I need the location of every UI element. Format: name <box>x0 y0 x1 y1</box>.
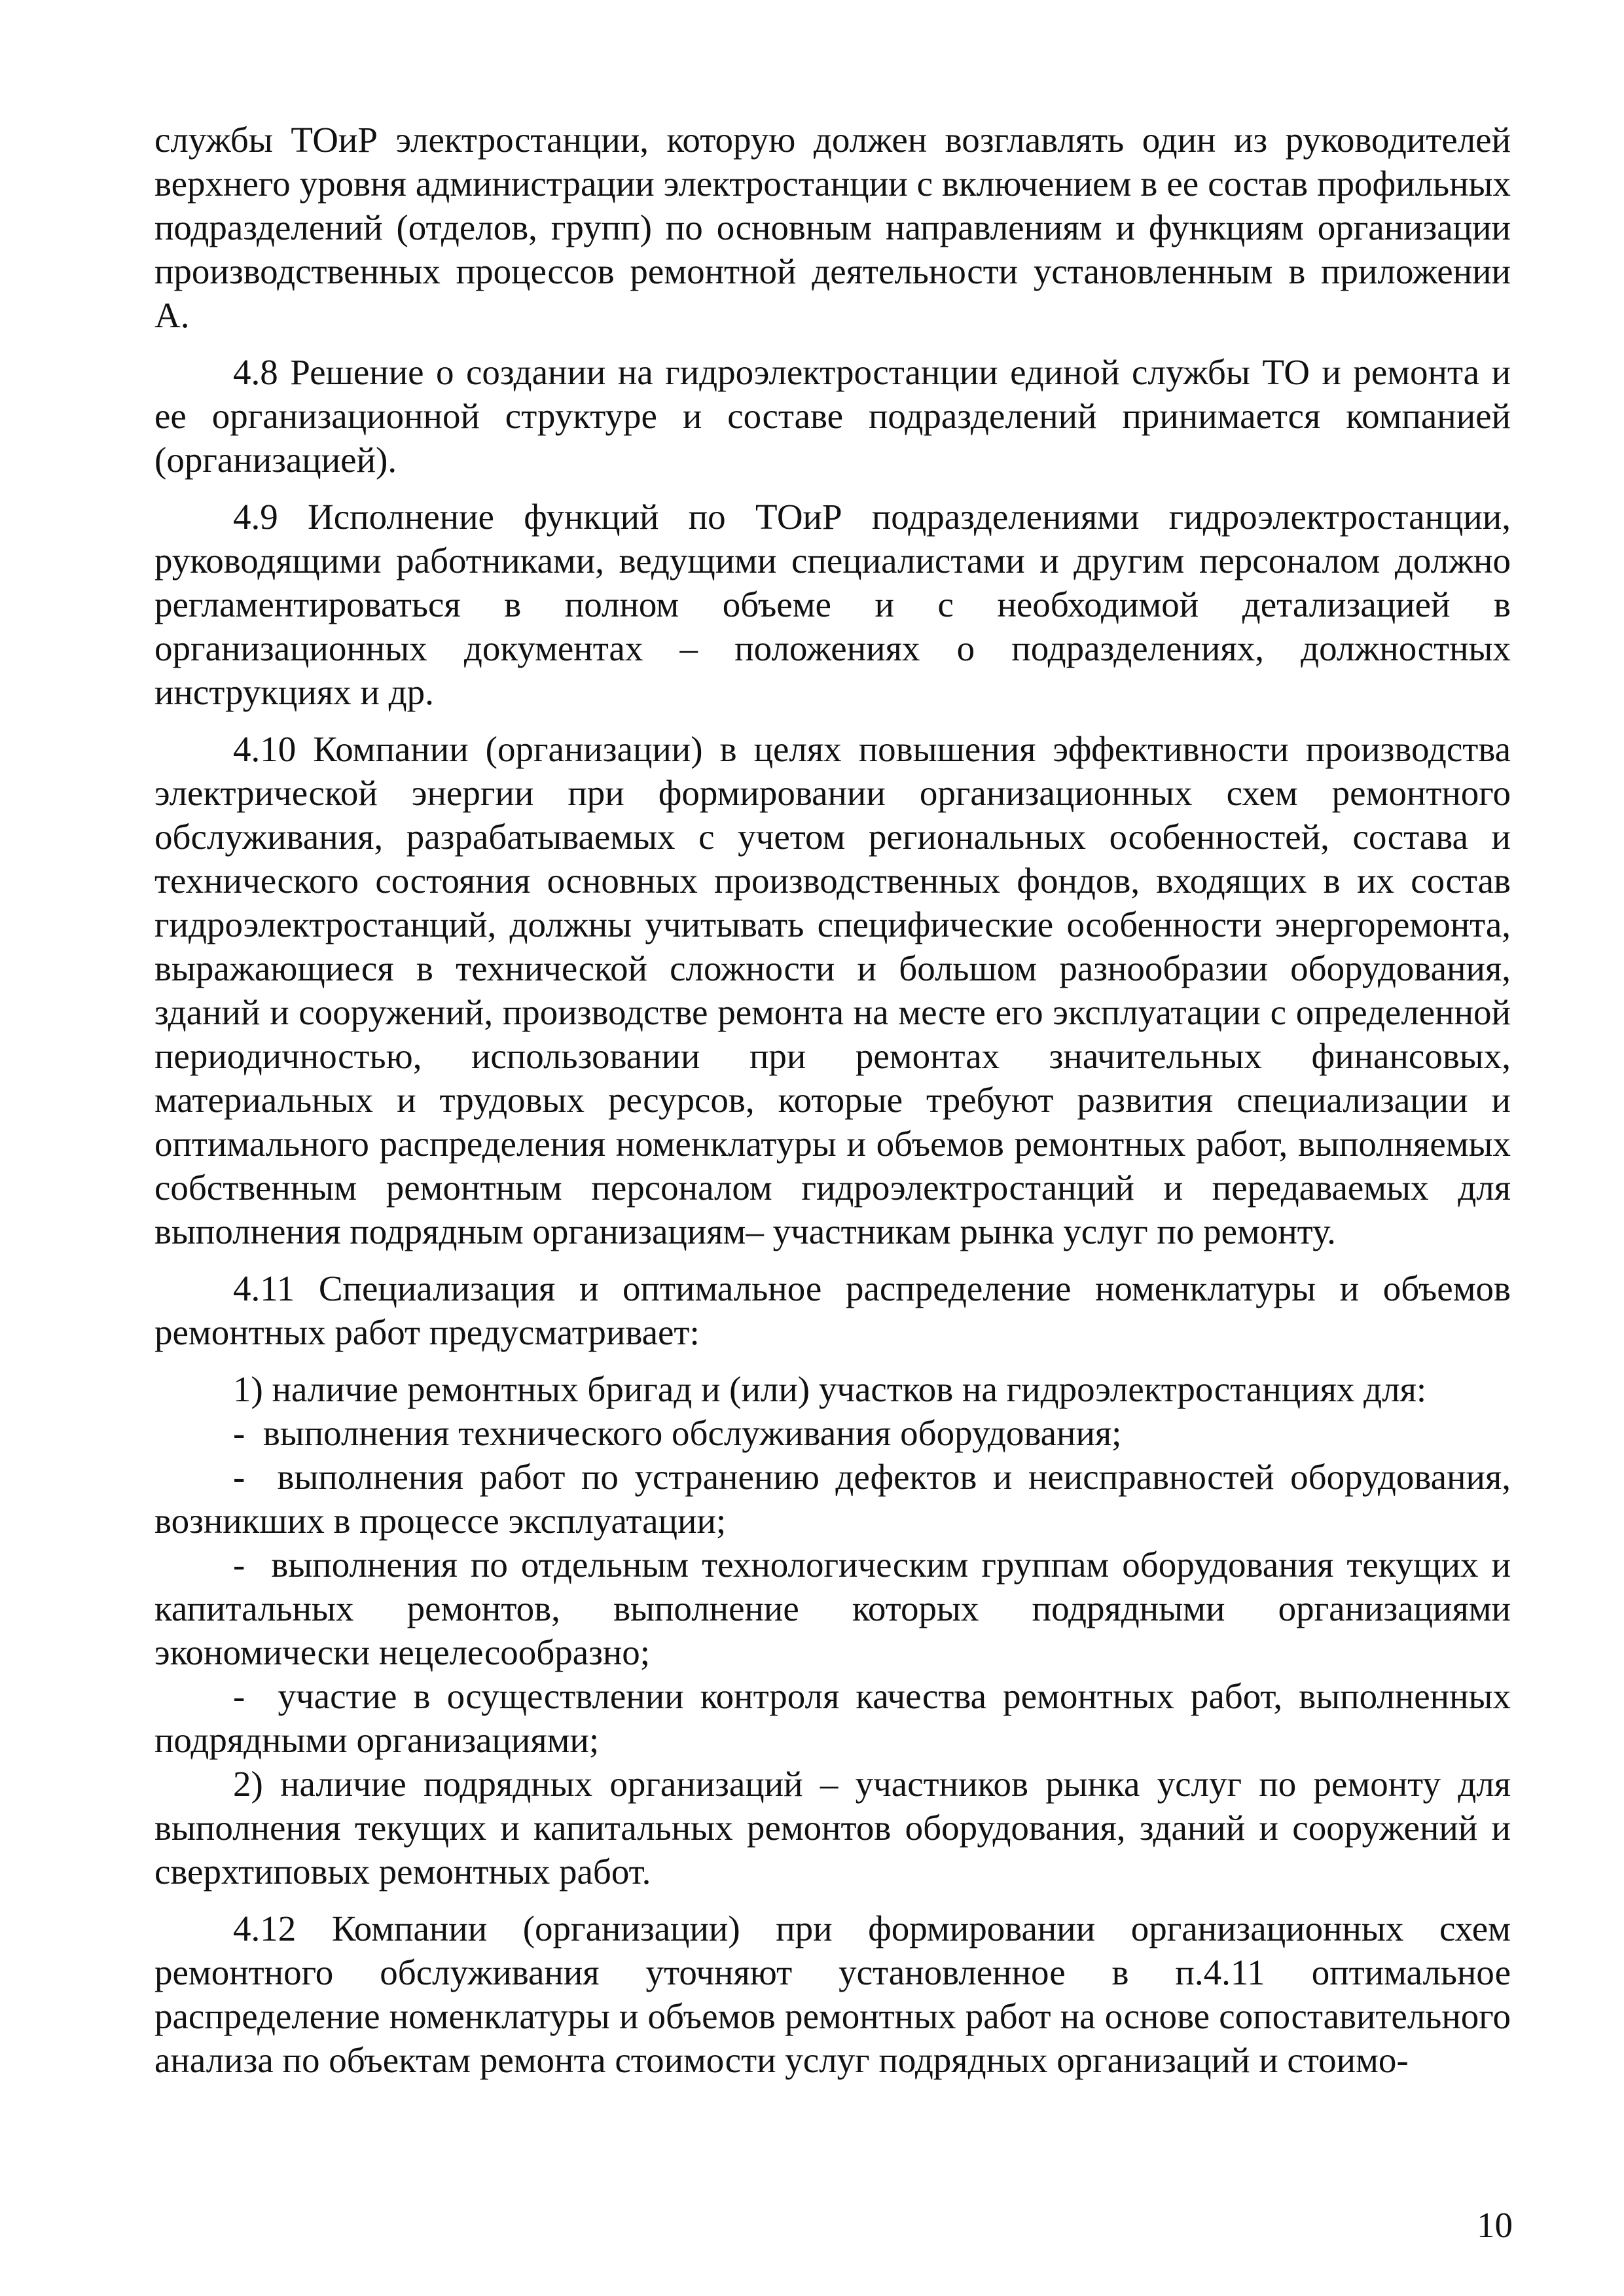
paragraph-4-12: 4.12 Компании (организации) при формировании организационных схем ремонтного обслуживания уточняют установленное в п.4.11 оптимальное распределение номенклатуры и объемов ремонтных работ на основе сопоставительного анализа по объектам ремонта стоимости услуг подрядных организаций и стоимо- <box>154 1909 1520 2080</box>
paragraph-4-8: 4.8 Решение о создании на гидроэлектростанции единой службы ТО и ремонта и ее организационной структуре и составе подразделений принимается компанией (организацией). <box>154 352 1520 480</box>
paragraph-continuation: службы ТОиР электростанции, которую должен возглавлять один из руководителей верхнего уровня администрации электростанции с включением в ее состав профильных подразделений (отделов, групп) по основным направлениям и функциям организации производственных процессов ремонтной деятельности установленным в приложении А. <box>154 120 1520 335</box>
paragraph-4-9: 4.9 Исполнение функций по ТОиР подразделениями гидроэлектростанции, руководящими работниками, ведущими специалистами и другим персоналом должно регламентироваться в полном объеме и с необходимой детализацией в организационных документах – положениях о подразделениях, должностных инструкциях и др. <box>154 497 1520 712</box>
page-number: 10 <box>1477 2205 1513 2245</box>
paragraph-4-11: 4.11 Специализация и оптимальное распределение номенклатуры и объемов ремонтных работ предусматривает: <box>154 1268 1520 1352</box>
list-item-2: 2) наличие подрядных организаций – участников рынка услуг по ремонту для выполнения текущих и капитальных ремонтов оборудования, зданий и сооружений и сверхтиповых ремонтных работ. <box>154 1764 1520 1892</box>
list-bullet-1: - выполнения технического обслуживания оборудования; <box>233 1413 1122 1453</box>
paragraph-4-10: 4.10 Компании (организации) в целях повышения эффективности производства электрической энергии при формировании организационных схем ремонтного обслуживания, разрабатываемых с учетом региональных особенностей, состава и технического состояния основных производственных фондов, входящих в их состав гидроэлектростанций, должны учитывать специфические особенности энергоремонта, выражающиеся в технической сложности и большом разнообразии оборудования, зданий и сооружений, производстве ремонта на месте его эксплуатации с определенной периодичностью, использовании при ремонтах значительных финансовых, материальных и трудовых ресурсов, которые требуют развития специализации и оптимального распределения номенклатуры и объемов ремонтных работ, выполняемых собственным ремонтным персоналом гидроэлектростанций и передаваемых для выполнения подрядным организациям– участникам рынка услуг по ремонту. <box>154 729 1520 1251</box>
list-item-1: 1) наличие ремонтных бригад и (или) участков на гидроэлектростанциях для: <box>233 1369 1427 1409</box>
list-bullet-3: - выполнения по отдельным технологическим группам оборудования текущих и капитальных ремонтов, выполнение которых подрядными организациями экономически нецелесообразно; <box>154 1545 1520 1672</box>
list-bullet-4: - участие в осуществлении контроля качества ремонтных работ, выполненных подрядными организациями; <box>154 1676 1520 1760</box>
list-bullet-2: - выполнения работ по устранению дефектов и неисправностей оборудования, возникших в процессе эксплуатации; <box>154 1457 1520 1541</box>
document-page <box>154 118 1520 2095</box>
